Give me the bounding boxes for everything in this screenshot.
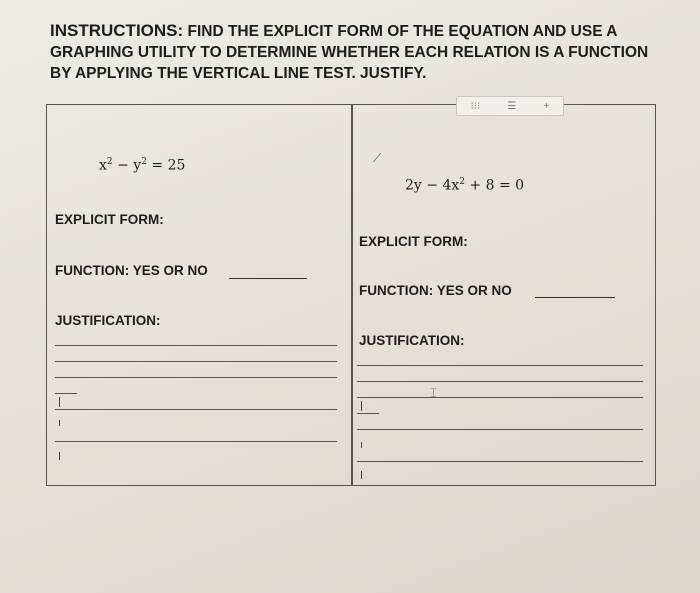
- menu-icon[interactable]: ☰: [507, 100, 517, 112]
- margin-tick: [361, 401, 362, 411]
- right-justification-line[interactable]: [357, 429, 643, 430]
- left-justification-line[interactable]: [55, 409, 337, 410]
- instructions-body: FIND THE EXPLICIT FORM OF THE EQUATION AND USE A GRAPHING UTILITY TO DETERMINE WHETHER EACH RELATION IS A FUNCTION BY APPLYING THE VERTICAL LINE TEST. JUSTIFY.: [50, 23, 649, 82]
- right-equation: [405, 177, 524, 194]
- eq-var-x: x: [99, 157, 107, 174]
- text-cursor-icon: 𝙸: [429, 385, 439, 400]
- right-function-answer-blank[interactable]: [535, 297, 615, 298]
- left-justification-line[interactable]: [55, 393, 77, 394]
- right-justification-line[interactable]: [357, 413, 379, 414]
- left-function-label: FUNCTION: YES OR NO: [55, 263, 208, 278]
- margin-tick: [361, 471, 362, 479]
- margin-tick: [59, 420, 60, 426]
- right-cell: [353, 105, 655, 485]
- right-justification-line[interactable]: [357, 381, 643, 382]
- plus-icon[interactable]: +: [543, 100, 550, 112]
- left-justification-line[interactable]: [55, 361, 337, 362]
- left-function-answer-blank[interactable]: [229, 278, 307, 279]
- eq-var-y: y: [133, 157, 142, 174]
- left-cell: [47, 105, 351, 485]
- left-justification-line[interactable]: [55, 377, 337, 378]
- right-function-label: FUNCTION: YES OR NO: [359, 283, 512, 298]
- stray-mark: ⟋: [373, 151, 382, 165]
- left-justification-label: JUSTIFICATION:: [55, 313, 161, 328]
- grid-icon[interactable]: ⁝⁝⁝: [470, 100, 481, 112]
- right-explicit-label: EXPLICIT FORM:: [359, 234, 468, 249]
- eq-rhs: = 25: [146, 157, 186, 174]
- eq-lhs: 2y − 4x: [405, 177, 460, 194]
- right-justification-line[interactable]: [357, 397, 643, 398]
- eq-exp: 2: [106, 157, 113, 167]
- eq-exp: 2: [141, 157, 147, 167]
- right-justification-line[interactable]: [357, 365, 643, 366]
- left-equation: [99, 157, 185, 174]
- instructions: [50, 20, 670, 84]
- margin-tick: [59, 397, 60, 407]
- left-justification-line[interactable]: [55, 345, 337, 346]
- left-justification-line[interactable]: [55, 441, 337, 442]
- right-justification-line[interactable]: [357, 461, 643, 462]
- left-explicit-label: EXPLICIT FORM:: [55, 212, 164, 227]
- right-justification-label: JUSTIFICATION:: [359, 333, 465, 348]
- eq-op: −: [112, 157, 134, 174]
- margin-tick: [59, 452, 60, 460]
- instructions-lead: INSTRUCTIONS:: [50, 21, 184, 40]
- floating-toolbar: [456, 96, 564, 116]
- eq-rhs: + 8 = 0: [464, 177, 525, 194]
- eq-exp: 2: [459, 177, 465, 187]
- worksheet-table: [46, 104, 656, 486]
- margin-tick: [361, 442, 362, 448]
